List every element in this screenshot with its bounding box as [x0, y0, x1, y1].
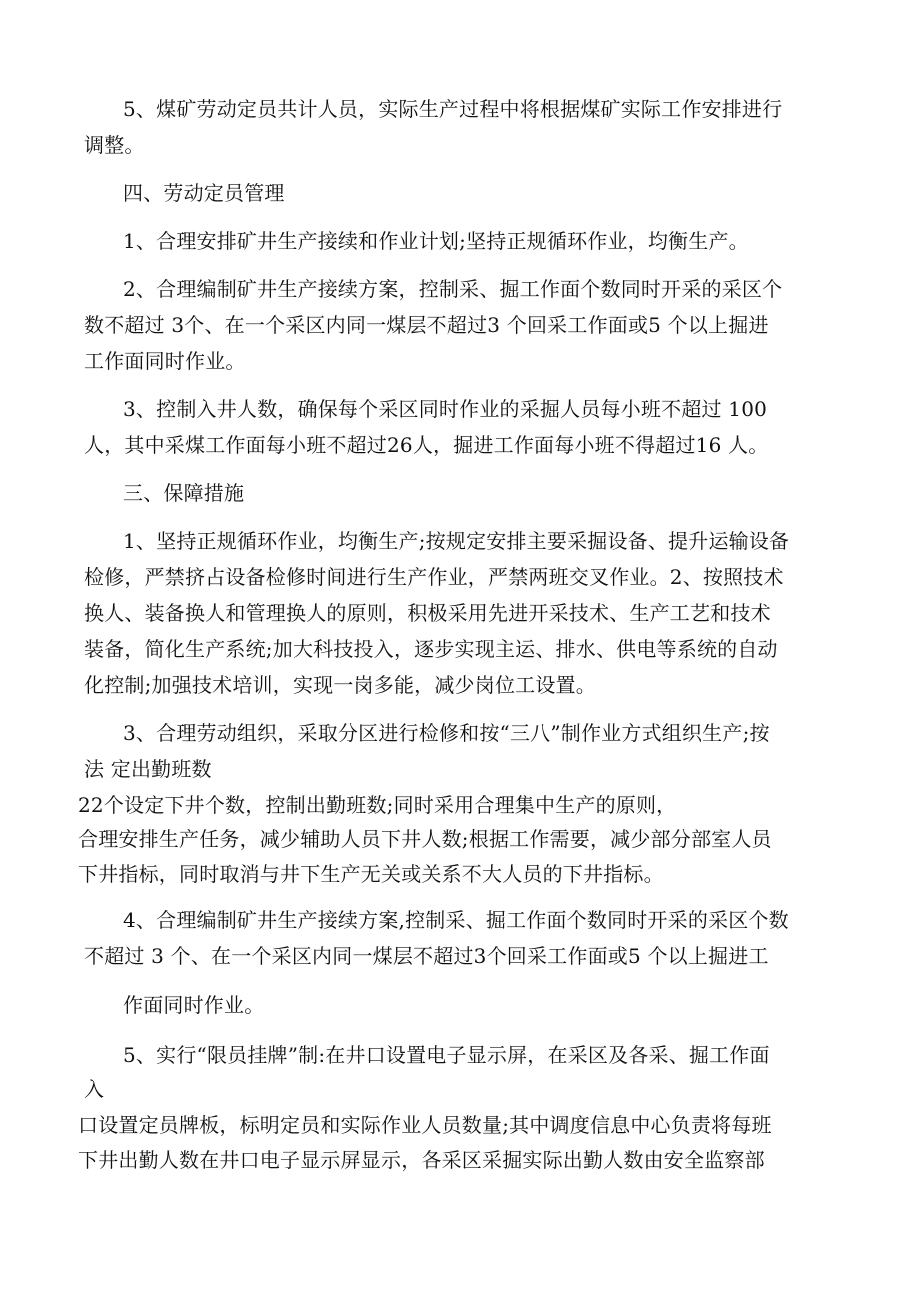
text-line: 作面同时作业。	[123, 993, 265, 1017]
text-line: 22个设定下井个数，控制出勤班数;同时采用合理集中生产的原则，	[78, 793, 677, 817]
text-line: 人，其中采煤工作面每小班不超过26人，掘进工作面每小班不得超过16 人。	[84, 433, 769, 457]
text-line: 口设置定员牌板，标明定员和实际作业人员数量;其中调度信息中心负责将每班	[78, 1113, 772, 1137]
text-line: 5、实行“限员挂牌”制:在井口设置电子显示屏，在采区及各采、掘工作面	[123, 1043, 770, 1067]
text-line: 法 定出勤班数	[84, 757, 212, 781]
text-line: 5、煤矿劳动定员共计人员，实际生产过程中将根据煤矿实际工作安排进行	[123, 97, 783, 121]
text-line: 下井出勤人数在井口电子显示屏显示，各采区采掘实际出勤人数由安全监察部	[78, 1148, 765, 1172]
text-line: 换人、装备换人和管理换人的原则，积极采用先进开采技术、生产工艺和技术	[84, 601, 771, 625]
text-line: 1、坚持正规循环作业，均衡生产;按规定安排主要采掘设备、提升运输设备	[123, 529, 790, 553]
text-line: 3、控制入井人数，确保每个采区同时作业的采掘人员每小班不超过 100	[123, 397, 768, 421]
text-line: 3、合理劳动组织，采取分区进行检修和按“三八”制作业方式组织生产;按	[123, 721, 770, 745]
text-line: 化控制;加强技术培训，实现一岗多能，减少岗位工设置。	[84, 673, 596, 697]
text-line: 调整。	[84, 133, 145, 157]
text-line: 合理安排生产任务，减少辅助人员下井人数;根据工作需要，减少部分部室人员	[78, 827, 772, 851]
text-line: 2、合理编制矿井生产接续方案，控制采、掘工作面个数同时开采的采区个	[123, 277, 783, 301]
text-line: 入	[84, 1077, 105, 1101]
text-line: 1、合理安排矿井生产接续和作业计划;坚持正规循环作业，均衡生产。	[123, 229, 749, 253]
text-line: 检修，严禁挤占设备检修时间进行生产作业，严禁两班交叉作业。2、按照技术	[84, 565, 784, 589]
section-heading: 四、劳动定员管理	[123, 181, 285, 205]
text-line: 装备，简化生产系统;加大科技投入，逐步实现主运、排水、供电等系统的自动	[84, 637, 778, 661]
text-line: 数不超过 3个、在一个采区内同一煤层不超过3 个回采工作面或5 个以上掘进	[84, 313, 769, 337]
text-line: 4、合理编制矿井生产接续方案,控制采、掘工作面个数同时开采的采区个数	[123, 908, 789, 932]
text-line: 工作面同时作业。	[84, 349, 246, 373]
section-heading: 三、保障措施	[123, 481, 245, 505]
text-line: 下井指标，同时取消与井下生产无关或关系不大人员的下井指标。	[78, 862, 664, 886]
text-line: 不超过 3 个、在一个采区内同一煤层不超过3个回采工作面或5 个以上掘进工	[84, 944, 769, 968]
